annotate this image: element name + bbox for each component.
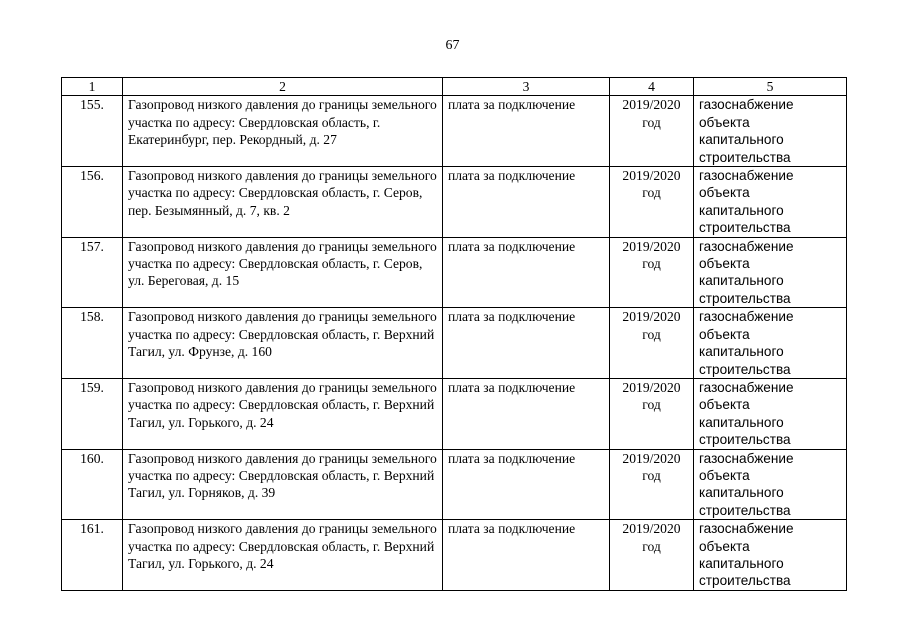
purpose-cell bbox=[694, 520, 847, 591]
row-number: 159. bbox=[62, 378, 123, 449]
payment-type: плата за подключение bbox=[443, 520, 610, 591]
object-description: Газопровод низкого давления до границы земельного участка по адресу: Свердловская область, г. Серов, пер. Безымянный, д. 7, кв. 2 bbox=[123, 167, 443, 238]
purpose-line: капитального bbox=[699, 202, 784, 218]
period-unit: год bbox=[642, 326, 661, 342]
period-cell bbox=[610, 167, 694, 238]
purpose-line: капитального bbox=[699, 485, 784, 501]
column-header: 1 bbox=[62, 78, 123, 96]
period-years: 2019/2020 bbox=[622, 309, 681, 325]
purpose-cell bbox=[694, 378, 847, 449]
object-description: Газопровод низкого давления до границы земельного участка по адресу: Свердловская область, г. Верхний Тагил, ул. Горького, д. 24 bbox=[123, 378, 443, 449]
period-years: 2019/2020 bbox=[622, 97, 681, 113]
table-header-row bbox=[62, 78, 847, 96]
period-cell bbox=[610, 520, 694, 591]
purpose-cell bbox=[694, 167, 847, 238]
table-body bbox=[62, 96, 847, 590]
row-number: 155. bbox=[62, 96, 123, 167]
period-years: 2019/2020 bbox=[622, 450, 681, 466]
column-header: 4 bbox=[610, 78, 694, 96]
payment-type: плата за подключение bbox=[443, 96, 610, 167]
table-row bbox=[62, 96, 847, 167]
purpose-line: газоснабжение bbox=[699, 309, 794, 325]
purpose-line: объекта bbox=[699, 114, 750, 130]
row-number: 158. bbox=[62, 308, 123, 379]
row-number: 157. bbox=[62, 237, 123, 308]
period-cell bbox=[610, 378, 694, 449]
period-years: 2019/2020 bbox=[622, 168, 681, 184]
period-years: 2019/2020 bbox=[622, 238, 681, 254]
period-unit: год bbox=[642, 538, 661, 554]
purpose-line: капитального bbox=[699, 344, 784, 360]
purpose-line: газоснабжение bbox=[699, 450, 794, 466]
purpose-line: газоснабжение bbox=[699, 168, 794, 184]
purpose-line: газоснабжение bbox=[699, 238, 794, 254]
table-row bbox=[62, 378, 847, 449]
object-description: Газопровод низкого давления до границы земельного участка по адресу: Свердловская область, г. Верхний Тагил, ул. Фрунзе, д. 160 bbox=[123, 308, 443, 379]
period-cell bbox=[610, 449, 694, 520]
period-unit: год bbox=[642, 467, 661, 483]
period-years: 2019/2020 bbox=[622, 521, 681, 537]
period-years: 2019/2020 bbox=[622, 379, 681, 395]
purpose-cell bbox=[694, 96, 847, 167]
purpose-line: объекта bbox=[699, 397, 750, 413]
payment-type: плата за подключение bbox=[443, 167, 610, 238]
purpose-line: строительства bbox=[699, 149, 791, 165]
purpose-line: капитального bbox=[699, 414, 784, 430]
document-table bbox=[61, 77, 847, 591]
period-unit: год bbox=[642, 256, 661, 272]
purpose-cell bbox=[694, 308, 847, 379]
table-row bbox=[62, 449, 847, 520]
period-cell bbox=[610, 308, 694, 379]
purpose-line: строительства bbox=[699, 290, 791, 306]
purpose-line: строительства bbox=[699, 361, 791, 377]
row-number: 161. bbox=[62, 520, 123, 591]
purpose-line: газоснабжение bbox=[699, 521, 794, 537]
payment-type: плата за подключение bbox=[443, 237, 610, 308]
purpose-line: газоснабжение bbox=[699, 97, 794, 113]
column-header: 3 bbox=[443, 78, 610, 96]
period-unit: год bbox=[642, 185, 661, 201]
object-description: Газопровод низкого давления до границы земельного участка по адресу: Свердловская область, г. Верхний Тагил, ул. Горняков, д. 39 bbox=[123, 449, 443, 520]
period-unit: год bbox=[642, 397, 661, 413]
table-row bbox=[62, 237, 847, 308]
object-description: Газопровод низкого давления до границы земельного участка по адресу: Свердловская область, г. Екатеринбург, пер. Рекордный, д. 27 bbox=[123, 96, 443, 167]
object-description: Газопровод низкого давления до границы земельного участка по адресу: Свердловская область, г. Верхний Тагил, ул. Горького, д. 24 bbox=[123, 520, 443, 591]
purpose-line: капитального bbox=[699, 132, 784, 148]
table-row bbox=[62, 520, 847, 591]
period-unit: год bbox=[642, 114, 661, 130]
purpose-cell bbox=[694, 237, 847, 308]
purpose-line: объекта bbox=[699, 326, 750, 342]
column-header: 5 bbox=[694, 78, 847, 96]
object-description: Газопровод низкого давления до границы земельного участка по адресу: Свердловская область, г. Серов, ул. Береговая, д. 15 bbox=[123, 237, 443, 308]
purpose-line: объекта bbox=[699, 467, 750, 483]
row-number: 156. bbox=[62, 167, 123, 238]
period-cell bbox=[610, 96, 694, 167]
purpose-line: строительства bbox=[699, 432, 791, 448]
purpose-line: строительства bbox=[699, 502, 791, 518]
payment-type: плата за подключение bbox=[443, 308, 610, 379]
table-row bbox=[62, 308, 847, 379]
purpose-cell bbox=[694, 449, 847, 520]
table-row bbox=[62, 167, 847, 238]
purpose-line: капитального bbox=[699, 555, 784, 571]
purpose-line: объекта bbox=[699, 538, 750, 554]
purpose-line: объекта bbox=[699, 256, 750, 272]
purpose-line: газоснабжение bbox=[699, 379, 794, 395]
purpose-line: объекта bbox=[699, 185, 750, 201]
page-number: 67 bbox=[445, 38, 460, 53]
purpose-line: капитального bbox=[699, 273, 784, 289]
payment-type: плата за подключение bbox=[443, 449, 610, 520]
purpose-line: строительства bbox=[699, 573, 791, 589]
payment-type: плата за подключение bbox=[443, 378, 610, 449]
purpose-line: строительства bbox=[699, 220, 791, 236]
column-header: 2 bbox=[123, 78, 443, 96]
row-number: 160. bbox=[62, 449, 123, 520]
period-cell bbox=[610, 237, 694, 308]
